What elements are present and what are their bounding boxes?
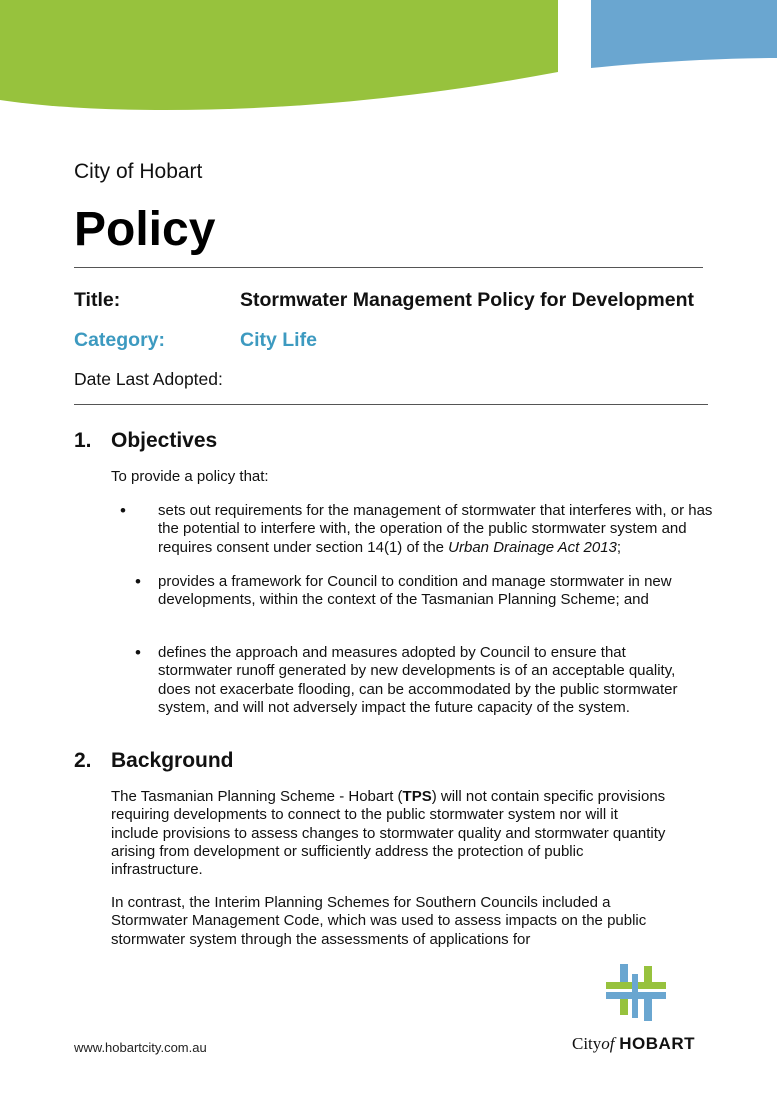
document-type-heading: Policy <box>74 203 216 256</box>
bullet-text-end: ; <box>616 538 622 556</box>
background-paragraph-2: In contrast, the Interim Planning Schemes for Southern Councils included a Stormwater Management Code, which was used to assess impacts on the public stormwater system through the assessments of applications for <box>111 894 647 948</box>
wordmark-city: City <box>572 1034 602 1053</box>
section-number: 1. <box>74 429 92 452</box>
bullet-dot: • <box>135 572 141 591</box>
section-background-heading <box>74 749 234 773</box>
city-of-hobart-wordmark <box>572 1034 695 1054</box>
category-label: Category: <box>74 329 166 351</box>
background-paragraph-1 <box>111 788 666 879</box>
para-text: The Tasmanian Planning Scheme - Hobart ( <box>111 788 403 805</box>
blue-swoosh <box>591 0 777 68</box>
footer-website-link[interactable]: www.hobartcity.com.au <box>74 1040 207 1055</box>
act-name: Urban Drainage Act 2013 <box>448 538 617 556</box>
section-objectives-heading <box>74 429 217 453</box>
bullet-text <box>158 502 718 557</box>
section-title: Background <box>111 749 234 772</box>
bullet-text: provides a framework for Council to condition and manage stormwater in new developments, within the context of the Tasmanian Planning Scheme; and <box>158 573 672 609</box>
section-title: Objectives <box>111 429 218 452</box>
para-text: ) will not contain specific provisions requiring developments to connect to the public stormwater system nor will it include provisions to assess changes to stormwater quality and stormwater quantity arising from development or sufficiently address the protection of public infrastructure. <box>111 788 666 879</box>
green-swoosh <box>0 0 558 110</box>
section-number: 2. <box>74 749 92 772</box>
wordmark-hobart: HOBART <box>619 1034 695 1053</box>
wordmark-of: of <box>601 1034 615 1053</box>
organisation-name: City of Hobart <box>74 160 203 183</box>
divider-top <box>74 267 703 268</box>
objectives-intro: To provide a policy that: <box>111 468 269 485</box>
header-banner <box>0 0 777 120</box>
divider-bottom <box>74 404 708 405</box>
tps-abbreviation: TPS <box>402 788 432 805</box>
date-adopted-label: Date Last Adopted: <box>74 369 223 389</box>
title-label: Title: <box>74 289 121 311</box>
city-of-hobart-logo <box>600 960 672 1026</box>
category-value: City Life <box>240 329 317 351</box>
bullet-text: defines the approach and measures adopted by Council to ensure that stormwater runoff generated by new developments is of an acceptable quality, does not exacerbate flooding, can be accommodated by the public stormwater system, and will not adversely impact the future capacity of the system. <box>158 644 678 716</box>
bullet-text-main: sets out requirements for the management of stormwater that interferes with, or has the potential to interfere with, the operation of the public stormwater system and requires consent under section 14(1) of the <box>158 502 713 556</box>
bullet-dot: • <box>135 643 141 662</box>
bullet-dot: • <box>120 501 126 520</box>
title-value: Stormwater Management Policy for Development <box>240 289 695 311</box>
